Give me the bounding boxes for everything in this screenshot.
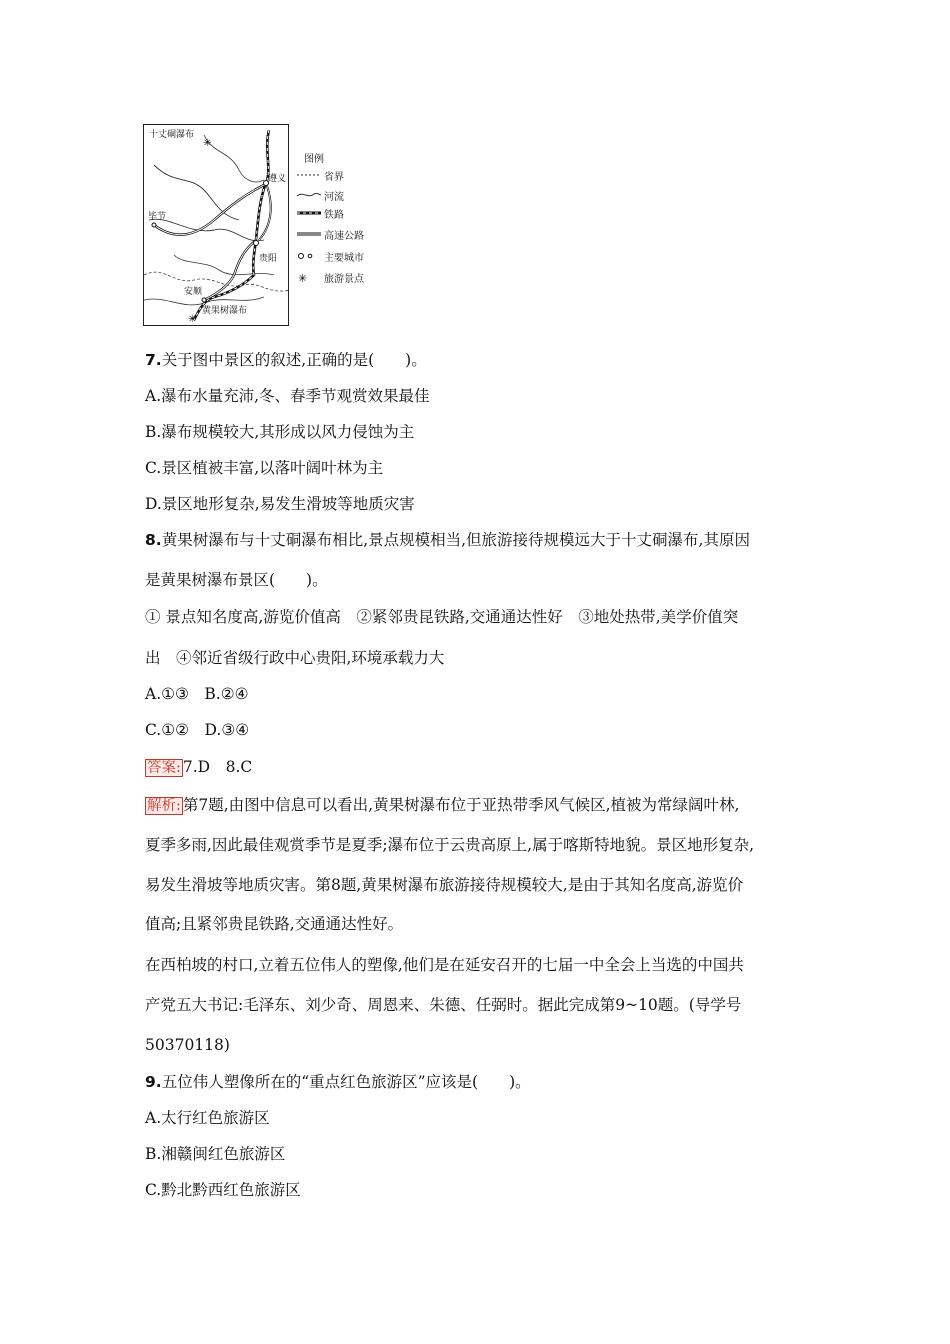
boundary-line-icon xyxy=(296,170,322,180)
analysis-line3: 易发生滑坡等地质灾害。第8题,黄果树瀑布旅游接待规模较大,是由于其知名度高,游览价 xyxy=(145,876,744,894)
map-label-huangguoshu: 黄果树瀑布 xyxy=(202,306,248,316)
q9-number: 9. xyxy=(145,1073,162,1091)
map-label-zunyi: 遵义 xyxy=(268,174,287,184)
q8-choices-line1: ① 景点知名度高,游览价值高 ②紧邻贵昆铁路,交通通达性好 ③地处热带,美学价值突 xyxy=(145,608,739,626)
legend-item-river xyxy=(296,188,386,202)
q7-stem-text: 关于图中景区的叙述,正确的是( )。 xyxy=(161,351,427,369)
map-label-anshun: 安顺 xyxy=(184,287,203,297)
legend-label: 铁路 xyxy=(324,210,344,221)
answer-line xyxy=(145,757,252,778)
q8-stem-text: 黄果树瀑布与十丈硐瀑布相比,景点规模相当,但旅游接待规模远大于十丈硐瀑布,其原因 xyxy=(161,531,750,549)
map-label-bijie: 毕节 xyxy=(148,212,167,222)
legend-item-boundary xyxy=(296,168,386,182)
passage-line3: 50370118) xyxy=(145,1036,230,1054)
analysis-line4: 值高;且紧邻贵昆铁路,交通通达性好。 xyxy=(145,915,404,933)
railway-line-icon xyxy=(296,208,322,218)
answer-text: 7.D 8.C xyxy=(182,758,253,776)
svg-text:✳: ✳ xyxy=(203,138,212,149)
svg-text:✳: ✳ xyxy=(298,272,308,284)
map-legend xyxy=(296,150,386,290)
legend-item-city xyxy=(296,249,386,263)
legend-item-highway xyxy=(296,227,386,241)
legend-item-scenic xyxy=(296,270,386,284)
map-label-shizhang: 十丈硐瀑布 xyxy=(149,130,195,140)
q9-stem xyxy=(145,1072,531,1092)
q8-stem-cont: 是黄果树瀑布景区( )。 xyxy=(145,571,328,589)
q7-option-b: B.瀑布规模较大,其形成以风力侵蚀为主 xyxy=(145,423,415,441)
q9-option-c: C.黔北黔西红色旅游区 xyxy=(145,1181,301,1199)
q8-number: 8. xyxy=(145,531,162,549)
passage-line1: 在西柏坡的村口,立着五位伟人的塑像,他们是在延安召开的七届一中全会上当选的中国共 xyxy=(145,956,744,974)
legend-label: 高速公路 xyxy=(324,231,364,242)
q8-options-row1: A.①③ B.②④ xyxy=(145,685,249,703)
svg-text:✳: ✳ xyxy=(188,314,197,325)
q9-stem-text: 五位伟人塑像所在的“重点红色旅游区”应该是( )。 xyxy=(161,1073,531,1091)
q8-choices-line2: 出 ④邻近省级行政中心贵阳,环境承载力大 xyxy=(145,649,445,667)
q8-stem xyxy=(145,530,750,550)
legend-label: 旅游景点 xyxy=(324,274,364,285)
legend-item-railway xyxy=(296,206,386,220)
river-line-icon xyxy=(296,190,322,200)
analysis-line1 xyxy=(145,795,739,816)
analysis-tag: 解析: xyxy=(147,798,181,814)
q7-option-a: A.瀑布水量充沛,冬、春季节观赏效果最佳 xyxy=(145,387,430,405)
q7-option-d: D.景区地形复杂,易发生滑坡等地质灾害 xyxy=(145,495,415,513)
legend-label: 河流 xyxy=(324,192,344,203)
highway-line-icon xyxy=(296,229,322,239)
q8-options-row2: C.①② D.③④ xyxy=(145,721,250,739)
q9-option-a: A.太行红色旅游区 xyxy=(145,1109,270,1127)
q7-number: 7. xyxy=(145,351,162,369)
map-label-guiyang: 贵阳 xyxy=(259,254,278,264)
legend-label: 省界 xyxy=(324,172,344,183)
map-drawing xyxy=(144,125,289,326)
scenic-spot-icon xyxy=(296,272,322,284)
q7-option-c: C.景区植被丰富,以落叶阔叶林为主 xyxy=(145,459,384,477)
q9-option-b: B.湘赣闽红色旅游区 xyxy=(145,1145,286,1163)
map-figure xyxy=(143,124,289,326)
answer-tag: 答案: xyxy=(147,760,181,776)
legend-title: 图例 xyxy=(304,154,324,165)
analysis-text: 第7题,由图中信息可以看出,黄果树瀑布位于亚热带季风气候区,植被为常绿阔叶林, xyxy=(182,796,740,814)
analysis-line2: 夏季多雨,因此最佳观赏季节是夏季;瀑布位于云贵高原上,属于喀斯特地貌。景区地形复杂, xyxy=(145,836,755,854)
legend-label: 主要城市 xyxy=(324,253,364,264)
passage-line2: 产党五大书记:毛泽东、刘少奇、周恩来、朱德、任弼时。据此完成第9~10题。(导学号 xyxy=(145,996,742,1014)
city-circle-icon xyxy=(296,251,322,261)
q7-stem xyxy=(145,350,427,370)
